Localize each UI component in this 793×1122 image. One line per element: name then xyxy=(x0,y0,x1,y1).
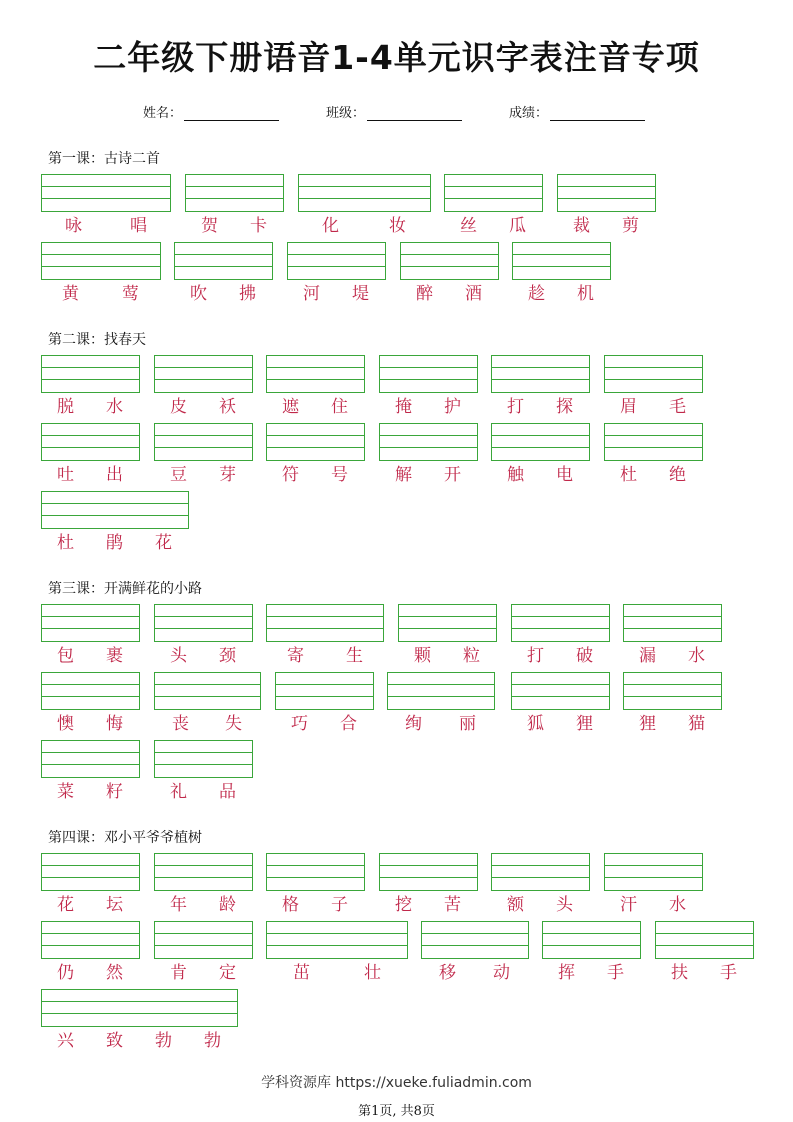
class-field xyxy=(326,102,462,121)
score-blank[interactable] xyxy=(550,106,645,121)
pinyin-writing-box[interactable] xyxy=(400,242,499,280)
page-number: 第1页, 共8页 xyxy=(358,1104,435,1119)
lesson-2-title: 第二课：找春天 xyxy=(48,332,146,348)
pinyin-writing-box[interactable] xyxy=(266,853,365,891)
pinyin-writing-box[interactable] xyxy=(185,174,284,212)
source-footer: 学科资源库 https://xueke.fuliadmin.com xyxy=(261,1075,532,1091)
name-label: 姓名： xyxy=(143,106,183,121)
pinyin-writing-box[interactable] xyxy=(266,921,408,959)
pinyin-writing-box[interactable] xyxy=(154,853,253,891)
pinyin-writing-box[interactable] xyxy=(287,242,386,280)
pinyin-writing-box[interactable] xyxy=(557,174,656,212)
pinyin-writing-box[interactable] xyxy=(154,672,261,710)
pinyin-writing-box[interactable] xyxy=(41,740,140,778)
pinyin-writing-box[interactable] xyxy=(154,355,253,393)
pinyin-writing-box[interactable] xyxy=(491,853,590,891)
pinyin-writing-box[interactable] xyxy=(444,174,543,212)
pinyin-writing-box[interactable] xyxy=(512,242,611,280)
pinyin-writing-box[interactable] xyxy=(379,853,478,891)
pinyin-writing-box[interactable] xyxy=(41,355,140,393)
score-field xyxy=(509,102,645,121)
class-label: 班级： xyxy=(326,106,366,121)
pinyin-writing-box[interactable] xyxy=(623,604,722,642)
lesson-3-title: 第三课：开满鲜花的小路 xyxy=(48,581,202,597)
pinyin-writing-box[interactable] xyxy=(41,604,140,642)
pinyin-writing-box[interactable] xyxy=(623,672,722,710)
pinyin-writing-box[interactable] xyxy=(41,174,171,212)
pinyin-writing-box[interactable] xyxy=(41,491,189,529)
score-label: 成绩： xyxy=(509,106,549,121)
lesson-4-title: 第四课：邓小平爷爷植树 xyxy=(48,830,202,846)
pinyin-writing-box[interactable] xyxy=(379,355,478,393)
pinyin-writing-box[interactable] xyxy=(542,921,641,959)
pinyin-writing-box[interactable] xyxy=(604,423,703,461)
pinyin-writing-box[interactable] xyxy=(511,604,610,642)
pinyin-writing-box[interactable] xyxy=(604,355,703,393)
pinyin-writing-box[interactable] xyxy=(655,921,754,959)
pinyin-writing-box[interactable] xyxy=(266,355,365,393)
pinyin-writing-box[interactable] xyxy=(491,423,590,461)
class-blank[interactable] xyxy=(367,106,462,121)
pinyin-writing-box[interactable] xyxy=(154,423,253,461)
pinyin-writing-box[interactable] xyxy=(421,921,529,959)
pinyin-writing-box[interactable] xyxy=(398,604,497,642)
pinyin-writing-box[interactable] xyxy=(298,174,431,212)
pinyin-writing-box[interactable] xyxy=(154,921,253,959)
pinyin-writing-box[interactable] xyxy=(41,921,140,959)
pinyin-writing-box[interactable] xyxy=(154,604,253,642)
pinyin-writing-box[interactable] xyxy=(154,740,253,778)
pinyin-writing-box[interactable] xyxy=(174,242,273,280)
pinyin-writing-box[interactable] xyxy=(387,672,495,710)
lesson-1-title: 第一课：古诗二首 xyxy=(48,151,160,167)
pinyin-writing-box[interactable] xyxy=(41,423,140,461)
pinyin-writing-box[interactable] xyxy=(266,604,384,642)
pinyin-writing-box[interactable] xyxy=(41,989,238,1027)
pinyin-writing-box[interactable] xyxy=(41,672,140,710)
pinyin-writing-box[interactable] xyxy=(604,853,703,891)
pinyin-writing-box[interactable] xyxy=(41,853,140,891)
name-field xyxy=(143,102,279,121)
pinyin-writing-box[interactable] xyxy=(491,355,590,393)
pinyin-writing-box[interactable] xyxy=(379,423,478,461)
name-blank[interactable] xyxy=(184,106,279,121)
pinyin-writing-box[interactable] xyxy=(266,423,365,461)
pinyin-writing-box[interactable] xyxy=(511,672,610,710)
page-title: 二年级下册语音1-4单元识字表注音专项 xyxy=(93,38,700,77)
pinyin-writing-box[interactable] xyxy=(275,672,374,710)
pinyin-writing-box[interactable] xyxy=(41,242,161,280)
